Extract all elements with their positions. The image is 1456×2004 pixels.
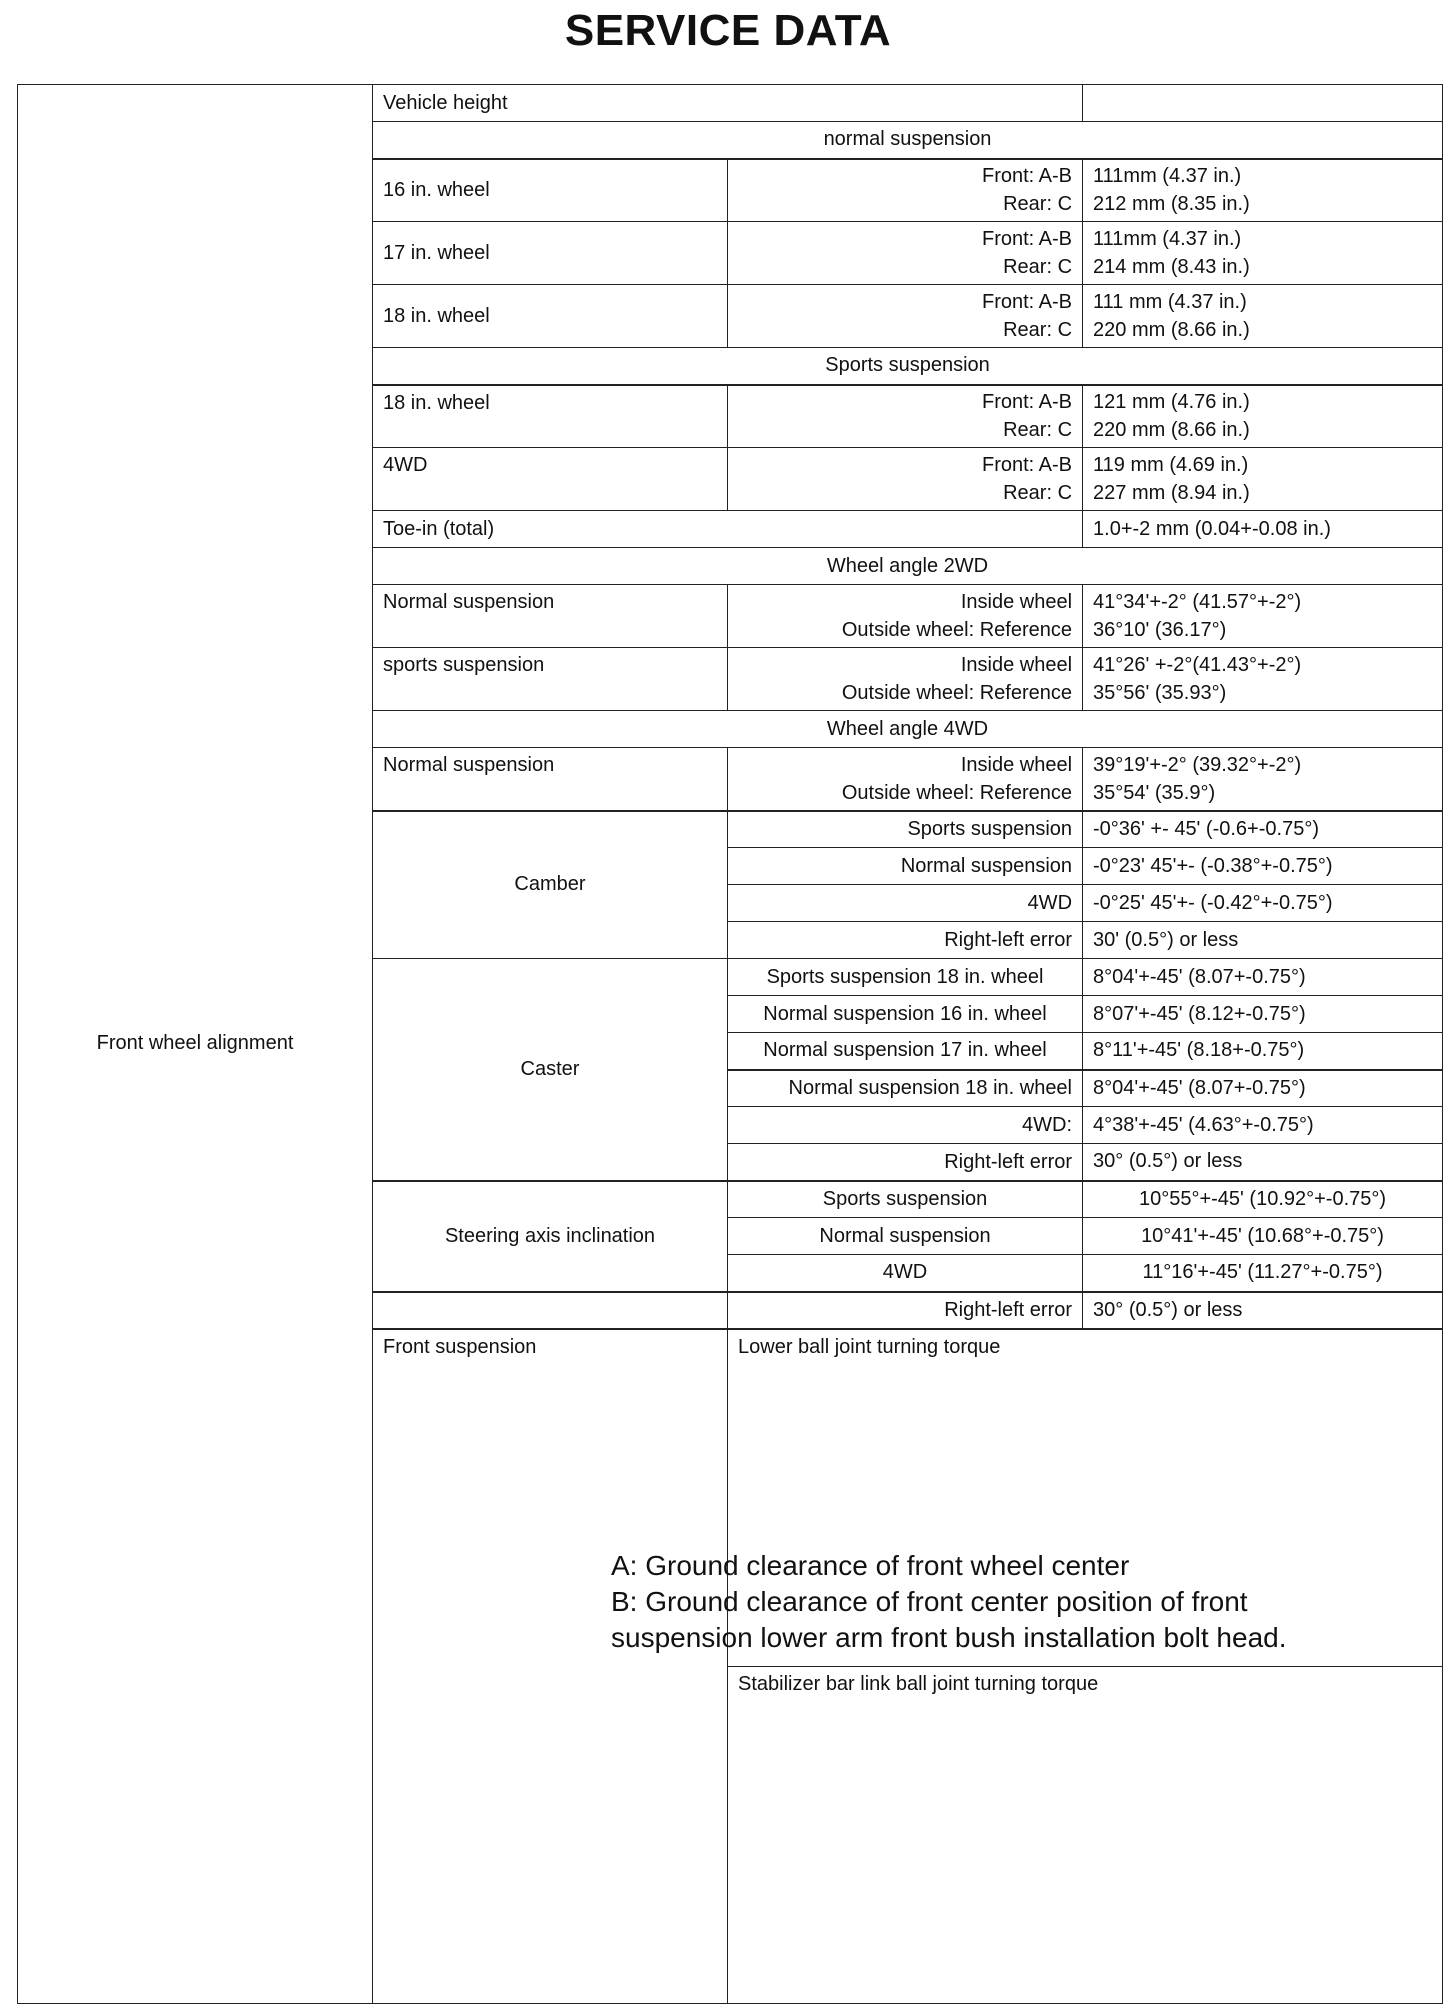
angle-value: 39°19'+-2° (39.32°+-2°) 35°54' (35.9°): [1083, 748, 1443, 811]
camber-row-value: -0°23' 45'+- (-0.38°+-0.75°): [1083, 848, 1443, 885]
normal-suspension-header: normal suspension: [373, 122, 1443, 159]
vehicle-height-value: [1083, 85, 1443, 122]
steering-error-label: Right-left error: [728, 1292, 1083, 1329]
height-value: 119 mm (4.69 in.) 227 mm (8.94 in.): [1083, 448, 1443, 511]
suspension-label: Normal suspension: [373, 585, 728, 648]
camber-row-label: Normal suspension: [728, 848, 1083, 885]
caster-row-value: 8°04'+-45' (8.07+-0.75°): [1083, 959, 1443, 996]
torque-label: Lower ball joint turning torque: [728, 1329, 1443, 1667]
toe-in-value: 1.0+-2 mm (0.04+-0.08 in.): [1083, 511, 1443, 548]
wheel-size-label: 16 in. wheel: [373, 159, 728, 222]
suspension-label: sports suspension: [373, 648, 728, 711]
wheel-size-label: 17 in. wheel: [373, 222, 728, 285]
camber-row-value: -0°36' +- 45' (-0.6+-0.75°): [1083, 811, 1443, 848]
caster-row-label: Normal suspension 17 in. wheel: [728, 1033, 1083, 1070]
torque-label: Stabilizer bar link ball joint turning torque: [728, 1666, 1443, 2003]
steering-row-value: 10°55°+-45' (10.92°+-0.75°): [1083, 1181, 1443, 1218]
note-a: A: Ground clearance of front wheel center: [611, 1550, 1130, 1581]
camber-row-label: 4WD: [728, 885, 1083, 922]
caster-row-label: Normal suspension 18 in. wheel: [728, 1070, 1083, 1107]
camber-row-value: 30' (0.5°) or less: [1083, 922, 1443, 959]
wheel-angle-4wd-header: Wheel angle 4WD: [373, 711, 1443, 748]
caster-row-label: Normal suspension 16 in. wheel: [728, 996, 1083, 1033]
vehicle-height-label: Vehicle height: [373, 85, 1083, 122]
steering-row-value: 10°41'+-45' (10.68°+-0.75°): [1083, 1218, 1443, 1255]
position-label: Inside wheel Outside wheel: Reference: [728, 648, 1083, 711]
position-label: Inside wheel Outside wheel: Reference: [728, 748, 1083, 811]
table-row: [18, 85, 1443, 122]
caster-row-label: 4WD:: [728, 1107, 1083, 1144]
steering-axis-label: Steering axis inclination: [373, 1181, 728, 1292]
caster-row-label: Right-left error: [728, 1144, 1083, 1181]
height-value: 111mm (4.37 in.) 212 mm (8.35 in.): [1083, 159, 1443, 222]
suspension-label: Normal suspension: [373, 748, 728, 811]
position-label: Front: A-B Rear: C: [728, 159, 1083, 222]
angle-value: 41°34'+-2° (41.57°+-2°) 36°10' (36.17°): [1083, 585, 1443, 648]
camber-row-label: Right-left error: [728, 922, 1083, 959]
camber-row-value: -0°25' 45'+- (-0.42°+-0.75°): [1083, 885, 1443, 922]
caster-row-value: 8°04'+-45' (8.07+-0.75°): [1083, 1070, 1443, 1107]
position-label: Front: A-B Rear: C: [728, 222, 1083, 285]
service-data-table: [17, 84, 1443, 2004]
wheel-size-label: 18 in. wheel: [373, 385, 728, 448]
toe-in-label: Toe-in (total): [373, 511, 1083, 548]
caster-row-value: 4°38'+-45' (4.63°+-0.75°): [1083, 1107, 1443, 1144]
page-title: SERVICE DATA: [564, 6, 892, 55]
height-value: 111 mm (4.37 in.) 220 mm (8.66 in.): [1083, 285, 1443, 348]
position-label: Front: A-B Rear: C: [728, 385, 1083, 448]
sports-suspension-header: Sports suspension: [373, 348, 1443, 385]
steering-row-value: 11°16'+-45' (11.27°+-0.75°): [1083, 1255, 1443, 1292]
position-label: Front: A-B Rear: C: [728, 285, 1083, 348]
wheel-size-label: 4WD: [373, 448, 728, 511]
camber-row-label: Sports suspension: [728, 811, 1083, 848]
height-value: 111mm (4.37 in.) 214 mm (8.43 in.): [1083, 222, 1443, 285]
steering-error-value: 30° (0.5°) or less: [1083, 1292, 1443, 1329]
caster-row-value: 8°11'+-45' (8.18+-0.75°): [1083, 1033, 1443, 1070]
note-b-line1: B: Ground clearance of front center position of front: [611, 1586, 1248, 1617]
wheel-size-label: 18 in. wheel: [373, 285, 728, 348]
height-value: 121 mm (4.76 in.) 220 mm (8.66 in.): [1083, 385, 1443, 448]
steering-row-label: 4WD: [728, 1255, 1083, 1292]
wheel-angle-2wd-header: Wheel angle 2WD: [373, 548, 1443, 585]
caster-label: Caster: [373, 959, 728, 1181]
angle-value: 41°26' +-2°(41.43°+-2°) 35°56' (35.93°): [1083, 648, 1443, 711]
note-b-line2: suspension lower arm front bush installation bolt head.: [611, 1622, 1287, 1653]
steering-row-label: Normal suspension: [728, 1218, 1083, 1255]
footnotes: [611, 1548, 1287, 1656]
caster-row-value: 8°07'+-45' (8.12+-0.75°): [1083, 996, 1443, 1033]
steering-row-label: Sports suspension: [728, 1181, 1083, 1218]
position-label: Inside wheel Outside wheel: Reference: [728, 585, 1083, 648]
caster-row-value: 30° (0.5°) or less: [1083, 1144, 1443, 1181]
section-front-wheel-alignment: Front wheel alignment: [18, 85, 373, 2004]
camber-label: Camber: [373, 811, 728, 959]
section-front-suspension: Front suspension: [373, 1329, 728, 2004]
caster-row-label: Sports suspension 18 in. wheel: [728, 959, 1083, 996]
position-label: Front: A-B Rear: C: [728, 448, 1083, 511]
empty-cell: [373, 1292, 728, 1329]
